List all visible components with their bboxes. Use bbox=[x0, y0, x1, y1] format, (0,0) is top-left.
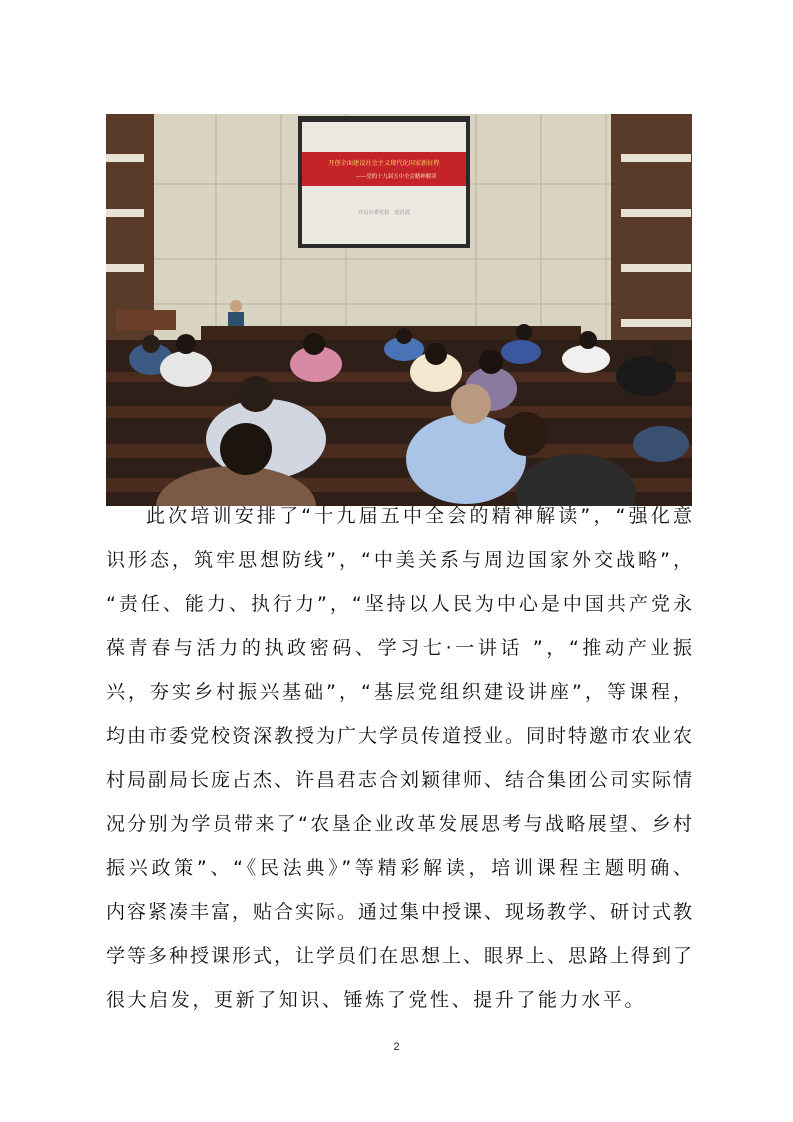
training-classroom-photo bbox=[106, 114, 692, 506]
screen-title: 开创全面建设社会主义现代化国家新征程 bbox=[328, 160, 440, 167]
screen-subtitle: ——党的十九届五中全会精神解读 bbox=[355, 174, 437, 180]
body-text-line-3: “责任、能力、执行力”，“坚持以人民为中心是中国共产党永 bbox=[106, 593, 692, 615]
page-number: 2 bbox=[393, 1041, 400, 1053]
body-text-line-7: 村局副局长庞占杰、许昌君志合刘颖律师、结合集团公司实际情 bbox=[106, 769, 692, 791]
body-text-line-5: 兴，夯实乡村振兴基础”，“基层党组织建设讲座”，等课程， bbox=[106, 681, 692, 703]
body-text-line-6: 均由市委党校资深教授为广大学员传道授业。同时特邀市农业农 bbox=[106, 725, 692, 747]
body-text-line-11: 学等多种授课形式，让学员们在思想上、眼界上、思路上得到了 bbox=[106, 945, 692, 967]
body-text-line-1: 此次培训安排了“十九届五中全会的精神解读”，“强化意 bbox=[146, 505, 692, 527]
body-text-line-2: 识形态，筑牢思想防线”，“中美关系与周边国家外交战略”， bbox=[106, 549, 692, 571]
body-text-line-8: 况分别为学员带来了“农垦企业改革发展思考与战略展望、乡村 bbox=[106, 813, 692, 835]
body-text-line-4: 葆青春与活力的执政密码、学习七·一讲话 ”，“推动产业振 bbox=[106, 637, 692, 659]
body-text-line-12: 很大启发，更新了知识、锤炼了党性、提升了能力水平。 bbox=[106, 989, 647, 1011]
body-text-line-9: 振兴政策”、“《民法典》”等精彩解读，培训课程主题明确、 bbox=[106, 857, 692, 879]
body-text-line-10: 内容紧凑丰富，贴合实际。通过集中授课、现场教学、研讨式教 bbox=[106, 901, 692, 923]
screen-footer: 许昌市委党校 范莒霞 bbox=[358, 210, 410, 216]
